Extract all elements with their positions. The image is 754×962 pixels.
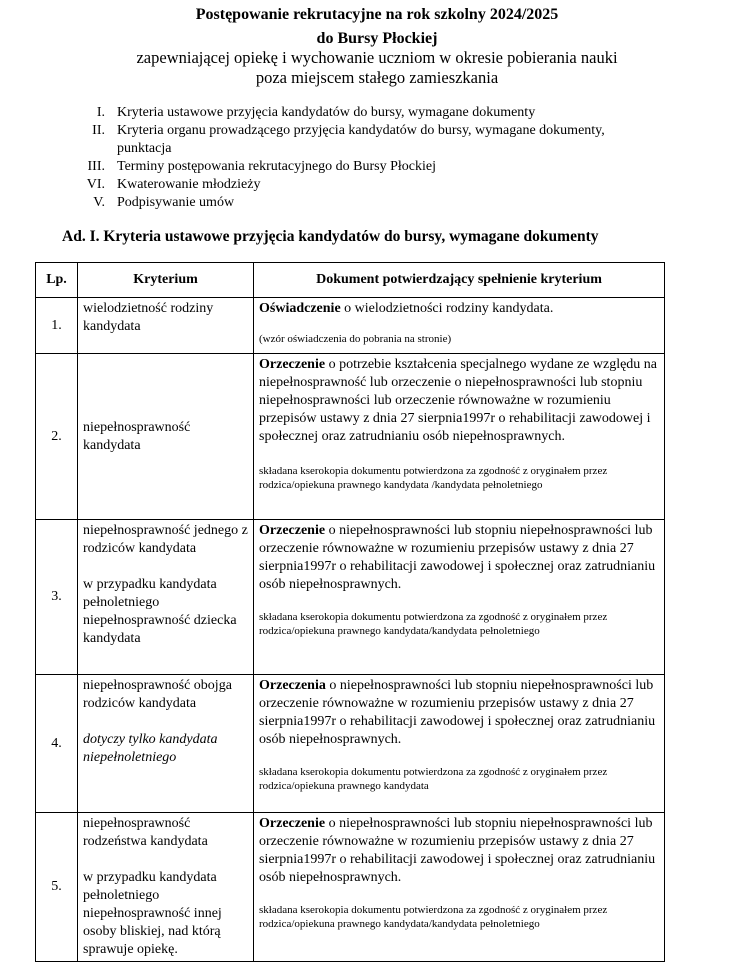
document-cell bbox=[254, 298, 665, 354]
criterion-extra: w przypadku kandydata pełnoletniego niepełnosprawność dziecka kandydata bbox=[83, 577, 237, 646]
criteria-table bbox=[35, 262, 665, 962]
document-description: o niepełnosprawności lub stopniu niepełnosprawności lub orzeczenie równoważne w rozumieniu przepisów ustawy z dnia 27 sierpnia1997r o rehabilitacji zawodowej i społecznej oraz zatrudnianiu osób niepełnosprawnych. bbox=[259, 816, 656, 885]
document-type: Orzeczenie bbox=[259, 523, 326, 538]
table-row bbox=[36, 354, 665, 520]
document-type: Oświadczenie bbox=[259, 301, 341, 316]
document-note: składana kserokopia dokumentu potwierdzona za zgodność z oryginałem przez rodzica/opiekuna prawnego kandydata /kandydata pełnoletniego bbox=[259, 465, 608, 491]
document-note: składana kserokopia dokumentu potwierdzona za zgodność z oryginałem przez rodzica/opiekuna prawnego kandydata/kandydata pełnoletniego bbox=[259, 904, 608, 930]
criterion-cell bbox=[78, 298, 254, 354]
table-header-row bbox=[36, 263, 665, 298]
toc-text: Terminy postępowania rekrutacyjnego do Bursy Płockiej bbox=[117, 159, 436, 174]
document-cell bbox=[254, 354, 665, 520]
document-description: o wielodzietności rodziny kandydata. bbox=[340, 301, 554, 316]
criterion-cell bbox=[78, 813, 254, 962]
toc-text: Kryteria ustawowe przyjęcia kandydatów do bursy, wymagane dokumenty bbox=[117, 105, 536, 120]
criterion-cell bbox=[78, 675, 254, 813]
toc-text: Kryteria organu prowadzącego przyjęcia kandydatów do bursy, wymagane dokumenty, punktacja bbox=[117, 123, 605, 156]
document-description: o niepełnosprawności lub stopniu niepełnosprawności lub orzeczenie równoważne w rozumieniu przepisów ustawy z dnia 27 sierpnia1997r o rehabilitacji zawodowej i społecznej oraz zatrudnianiu osób niepełnosprawnych. bbox=[259, 523, 656, 592]
subtitle-line-2: poza miejscem stałego zamieszkania bbox=[255, 68, 499, 87]
document-type: Orzeczenie bbox=[259, 816, 326, 831]
document-description: o niepełnosprawności lub stopniu niepełnosprawności lub orzeczenie równoważne w rozumieniu przepisów ustawy z dnia 27 sierpnia1997r o rehabilitacji zawodowej i społecznej oraz zatrudnianiu osób niepełnosprawnych. bbox=[259, 678, 656, 747]
column-header-kryterium: Kryterium bbox=[78, 263, 254, 298]
document-type: Orzeczenie bbox=[259, 357, 326, 372]
criterion-text: niepełnosprawność kandydata bbox=[83, 419, 191, 453]
document-cell bbox=[254, 813, 665, 962]
table-row bbox=[36, 298, 665, 354]
row-number: 4. bbox=[36, 675, 78, 813]
toc-item bbox=[60, 176, 657, 194]
criterion-extra: dotyczy tylko kandydata niepełnoletniego bbox=[83, 732, 218, 765]
subtitle-line-1: zapewniającej opiekę i wychowanie uczniom w okresie pobierania nauki bbox=[136, 48, 618, 67]
title-line-2: do Bursy Płockiej bbox=[316, 30, 438, 47]
toc-number: V. bbox=[93, 195, 105, 210]
document-header bbox=[0, 0, 754, 88]
criterion-cell bbox=[78, 354, 254, 520]
toc-item bbox=[60, 122, 657, 158]
title-line-1: Postępowanie rekrutacyjne na rok szkolny 2024/2025 bbox=[195, 6, 559, 23]
criterion-text: niepełnosprawność jednego z rodziców kandydata bbox=[83, 523, 248, 556]
toc-number: VI. bbox=[86, 177, 105, 192]
document-note: składana kserokopia dokumentu potwierdzona za zgodność z oryginałem przez rodzica/opiekuna prawnego kandydata/kandydata pełnoletniego bbox=[259, 611, 608, 637]
row-number: 1. bbox=[36, 298, 78, 354]
criterion-text: niepełnosprawność obojga rodziców kandydata bbox=[83, 678, 232, 711]
document-cell bbox=[254, 675, 665, 813]
row-number: 2. bbox=[36, 354, 78, 520]
column-header-dokument: Dokument potwierdzający spełnienie kryterium bbox=[254, 263, 665, 298]
table-row bbox=[36, 520, 665, 675]
document-description: o potrzebie kształcenia specjalnego wydane ze względu na niepełnosprawność lub orzeczenie o niepełnosprawności lub stopniu niepełnosprawności lub orzeczenie równoważne w rozumieniu przepisów ustawy z dnia 27 sierpnia1997r o rehabilitacji zawodowej i społecznej oraz zatrudnianiu osób niepełnosprawnych. bbox=[259, 357, 658, 444]
toc-text: Kwaterowanie młodzieży bbox=[117, 177, 261, 192]
toc-item bbox=[60, 104, 657, 122]
document-cell bbox=[254, 520, 665, 675]
section-heading: Ad. I. Kryteria ustawowe przyjęcia kandydatów do bursy, wymagane dokumenty bbox=[62, 228, 599, 245]
row-number: 5. bbox=[36, 813, 78, 962]
column-header-lp: Lp. bbox=[36, 263, 78, 298]
criterion-cell bbox=[78, 520, 254, 675]
criterion-extra: w przypadku kandydata pełnoletniego niepełnosprawność innej osoby bliskiej, nad którą sprawuje opiekę. bbox=[83, 870, 222, 957]
document-type: Orzeczenia bbox=[259, 678, 326, 693]
table-row bbox=[36, 813, 665, 962]
criterion-text: niepełnosprawność rodzeństwa kandydata bbox=[83, 816, 208, 849]
table-of-contents bbox=[60, 104, 657, 212]
toc-number: II. bbox=[92, 123, 105, 138]
toc-number: III. bbox=[87, 159, 105, 174]
document-note: składana kserokopia dokumentu potwierdzona za zgodność z oryginałem przez rodzica/opiekuna prawnego kandydata bbox=[259, 766, 608, 792]
toc-text: Podpisywanie umów bbox=[117, 195, 235, 210]
row-number: 3. bbox=[36, 520, 78, 675]
table-row bbox=[36, 675, 665, 813]
toc-item bbox=[60, 194, 657, 212]
toc-number: I. bbox=[96, 105, 105, 120]
toc-item bbox=[60, 158, 657, 176]
document-note: (wzór oświadczenia do pobrania na stronie) bbox=[259, 333, 452, 345]
criterion-text: wielodzietność rodziny kandydata bbox=[83, 301, 214, 334]
